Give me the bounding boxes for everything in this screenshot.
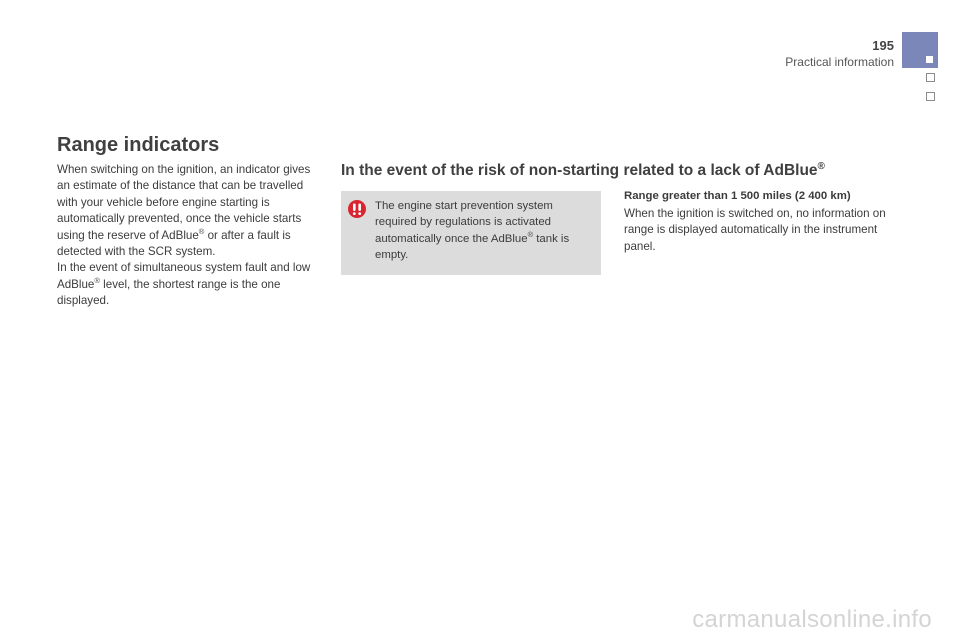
subsection-title-text: In the event of the risk of non-starting related to a lack of AdBlue (341, 162, 818, 179)
range-heading: Range greater than 1 500 miles (2 400 km) (624, 190, 851, 202)
range-text: When the ignition is switched on, no information on range is displayed automatically in the instrument panel. (624, 207, 886, 253)
subsection-title (341, 162, 825, 180)
warning-text-part: tank is empty. (375, 232, 570, 262)
chapter-tab-active (902, 32, 938, 68)
page-number: 195 (872, 38, 894, 53)
intro-text: or after a fault is detected with the SCR system. (57, 228, 291, 259)
section-title: Range indicators (57, 134, 220, 156)
chapter-tab-empty (926, 92, 935, 101)
intro-text: When switching on the ignition, an indicator gives an estimate of the distance that can be travelled with your vehicle before engine starting is automatically prevented, once the vehicle starts using the reserve of AdBlue (57, 163, 311, 242)
warning-box (341, 191, 601, 275)
chapter-tab-marker (926, 56, 933, 63)
intro-paragraph (57, 162, 322, 310)
warning-text (375, 198, 585, 264)
registered-mark: ® (527, 230, 534, 240)
warning-text-part: The engine start prevention system required by regulations is activated automatically once the AdBlue (375, 200, 553, 245)
watermark: carmanualsonline.info (692, 606, 932, 633)
registered-mark: ® (94, 275, 100, 285)
section-name: Practical information (785, 55, 894, 69)
intro-text: In the event of simultaneous system fault and low AdBlue (57, 261, 311, 291)
registered-mark: ® (198, 226, 205, 236)
registered-mark: ® (817, 160, 825, 172)
intro-text: level, the shortest range is the one displayed. (57, 277, 281, 308)
exclamation-warning-icon (348, 200, 366, 218)
chapter-tab-empty (926, 73, 935, 82)
